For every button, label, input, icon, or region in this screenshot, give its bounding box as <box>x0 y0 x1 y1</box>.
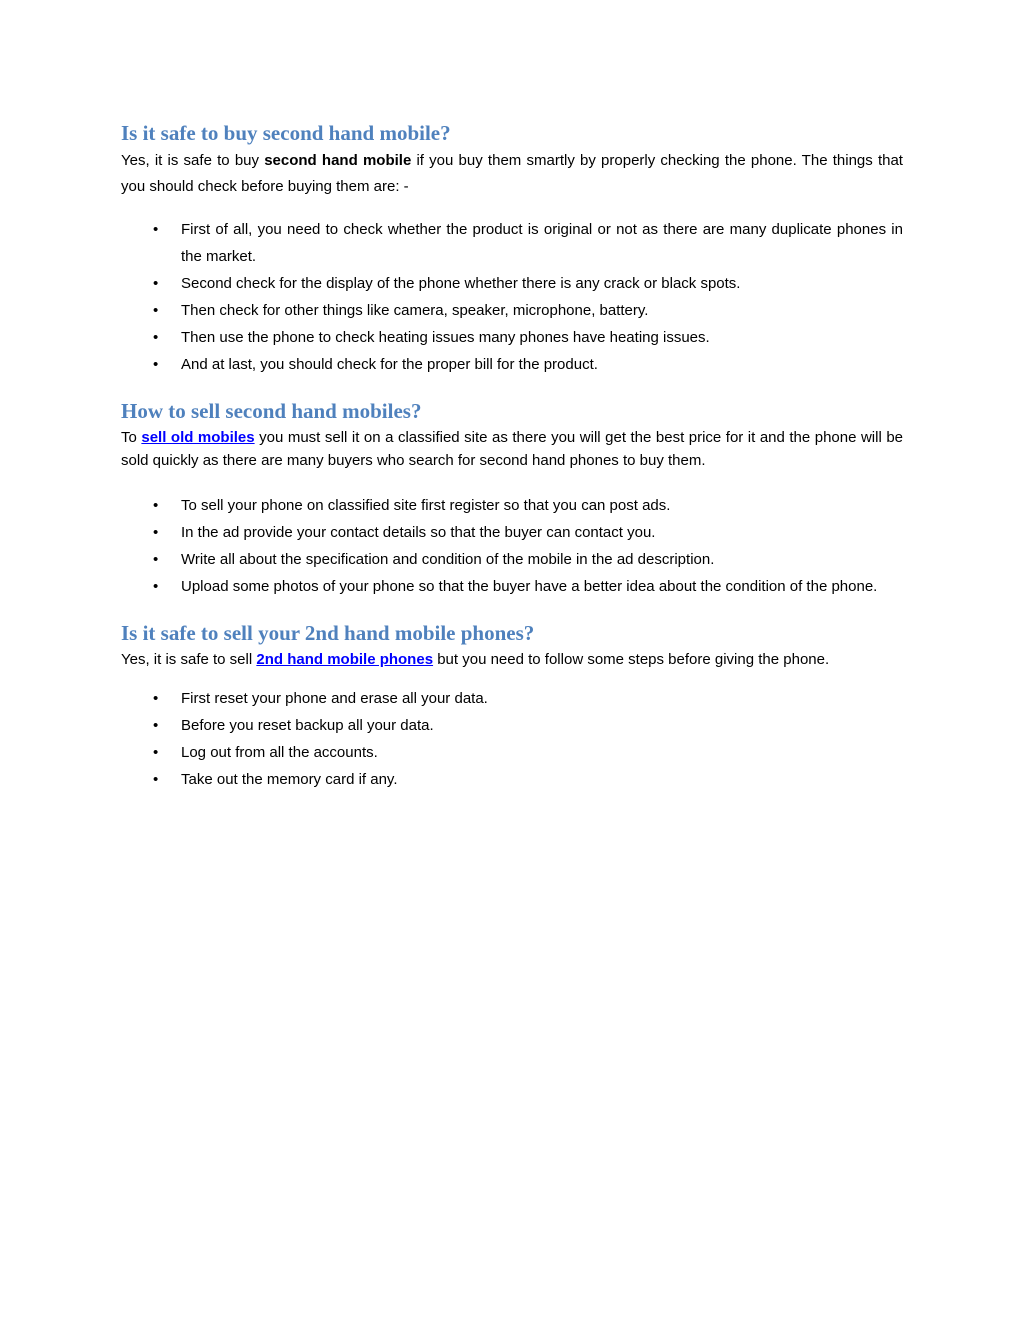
section-intro-how-to-sell <box>121 426 903 472</box>
list-item <box>153 739 903 766</box>
document-page <box>121 118 903 793</box>
bullet-list-sell-precautions <box>121 685 903 793</box>
bullet-list-buy-checks <box>121 216 903 378</box>
sell-old-mobiles-link[interactable]: sell old mobiles <box>141 429 255 446</box>
list-item <box>153 270 903 297</box>
bullet-icon: • <box>153 221 159 238</box>
bullet-icon: • <box>153 302 159 319</box>
list-item <box>153 519 903 546</box>
section-heading-how-to-sell: How to sell second hand mobiles? <box>121 399 422 423</box>
list-item-text: Before you reset backup all your data. <box>181 717 434 734</box>
bullet-icon: • <box>153 690 159 707</box>
list-item-text: To sell your phone on classified site first register so that you can post ads. <box>181 497 671 514</box>
list-item-text: First of all, you need to check whether the product is original or not as there are many duplicate phones in the market. <box>181 221 903 265</box>
list-item-text: First reset your phone and erase all your data. <box>181 690 488 707</box>
list-item-text: Then check for other things like camera, speaker, microphone, battery. <box>181 302 649 319</box>
2nd-hand-mobile-phones-link[interactable]: 2nd hand mobile phones <box>256 651 434 668</box>
list-item <box>153 492 903 519</box>
section-heading-sell-safety: Is it safe to sell your 2nd hand mobile phones? <box>121 621 535 645</box>
intro-text: if you buy them smartly by properly checking the phone. The things that you should check before buying them are: - <box>121 152 903 195</box>
bullet-icon: • <box>153 497 159 514</box>
list-item <box>153 766 903 793</box>
section-heading-buy-safety: Is it safe to buy second hand mobile? <box>121 121 451 145</box>
bullet-icon: • <box>153 275 159 292</box>
list-item-text: Log out from all the accounts. <box>181 744 378 761</box>
list-item-text: Take out the memory card if any. <box>181 771 398 788</box>
bullet-icon: • <box>153 771 159 788</box>
list-item-text: Upload some photos of your phone so that the buyer have a better idea about the condition of the phone. <box>181 578 878 595</box>
bullet-icon: • <box>153 329 159 346</box>
list-item <box>153 546 903 573</box>
list-item-text: Then use the phone to check heating issues many phones have heating issues. <box>181 329 710 346</box>
intro-text: you must sell it on a classified site as there you will get the best price for it and the phone will be sold quickly as there are many buyers who search for second hand phones to buy them. <box>121 429 904 469</box>
list-item <box>153 324 903 351</box>
bullet-icon: • <box>153 744 159 761</box>
list-item <box>153 712 903 739</box>
list-item <box>153 573 903 600</box>
list-item <box>153 351 903 378</box>
bullet-list-sell-steps <box>121 492 903 600</box>
bullet-icon: • <box>153 717 159 734</box>
list-item <box>153 685 903 712</box>
intro-text: Yes, it is safe to buy <box>121 152 265 169</box>
bullet-icon: • <box>153 551 159 568</box>
list-item <box>153 216 903 270</box>
list-item-text: And at last, you should check for the proper bill for the product. <box>181 356 598 373</box>
bullet-icon: • <box>153 356 159 373</box>
list-item-text: Write all about the specification and condition of the mobile in the ad description. <box>181 551 715 568</box>
intro-text: Yes, it is safe to sell <box>121 651 257 668</box>
list-item <box>153 297 903 324</box>
intro-bold-text: second hand mobile <box>264 152 412 169</box>
bullet-icon: • <box>153 578 159 595</box>
section-intro-buy-safety <box>121 148 903 200</box>
intro-text: To <box>121 429 142 446</box>
intro-text: but you need to follow some steps before giving the phone. <box>433 651 830 668</box>
list-item-text: Second check for the display of the phone whether there is any crack or black spots. <box>181 275 741 292</box>
list-item-text: In the ad provide your contact details so that the buyer can contact you. <box>181 524 656 541</box>
bullet-icon: • <box>153 524 159 541</box>
section-intro-sell-safety <box>121 648 903 671</box>
